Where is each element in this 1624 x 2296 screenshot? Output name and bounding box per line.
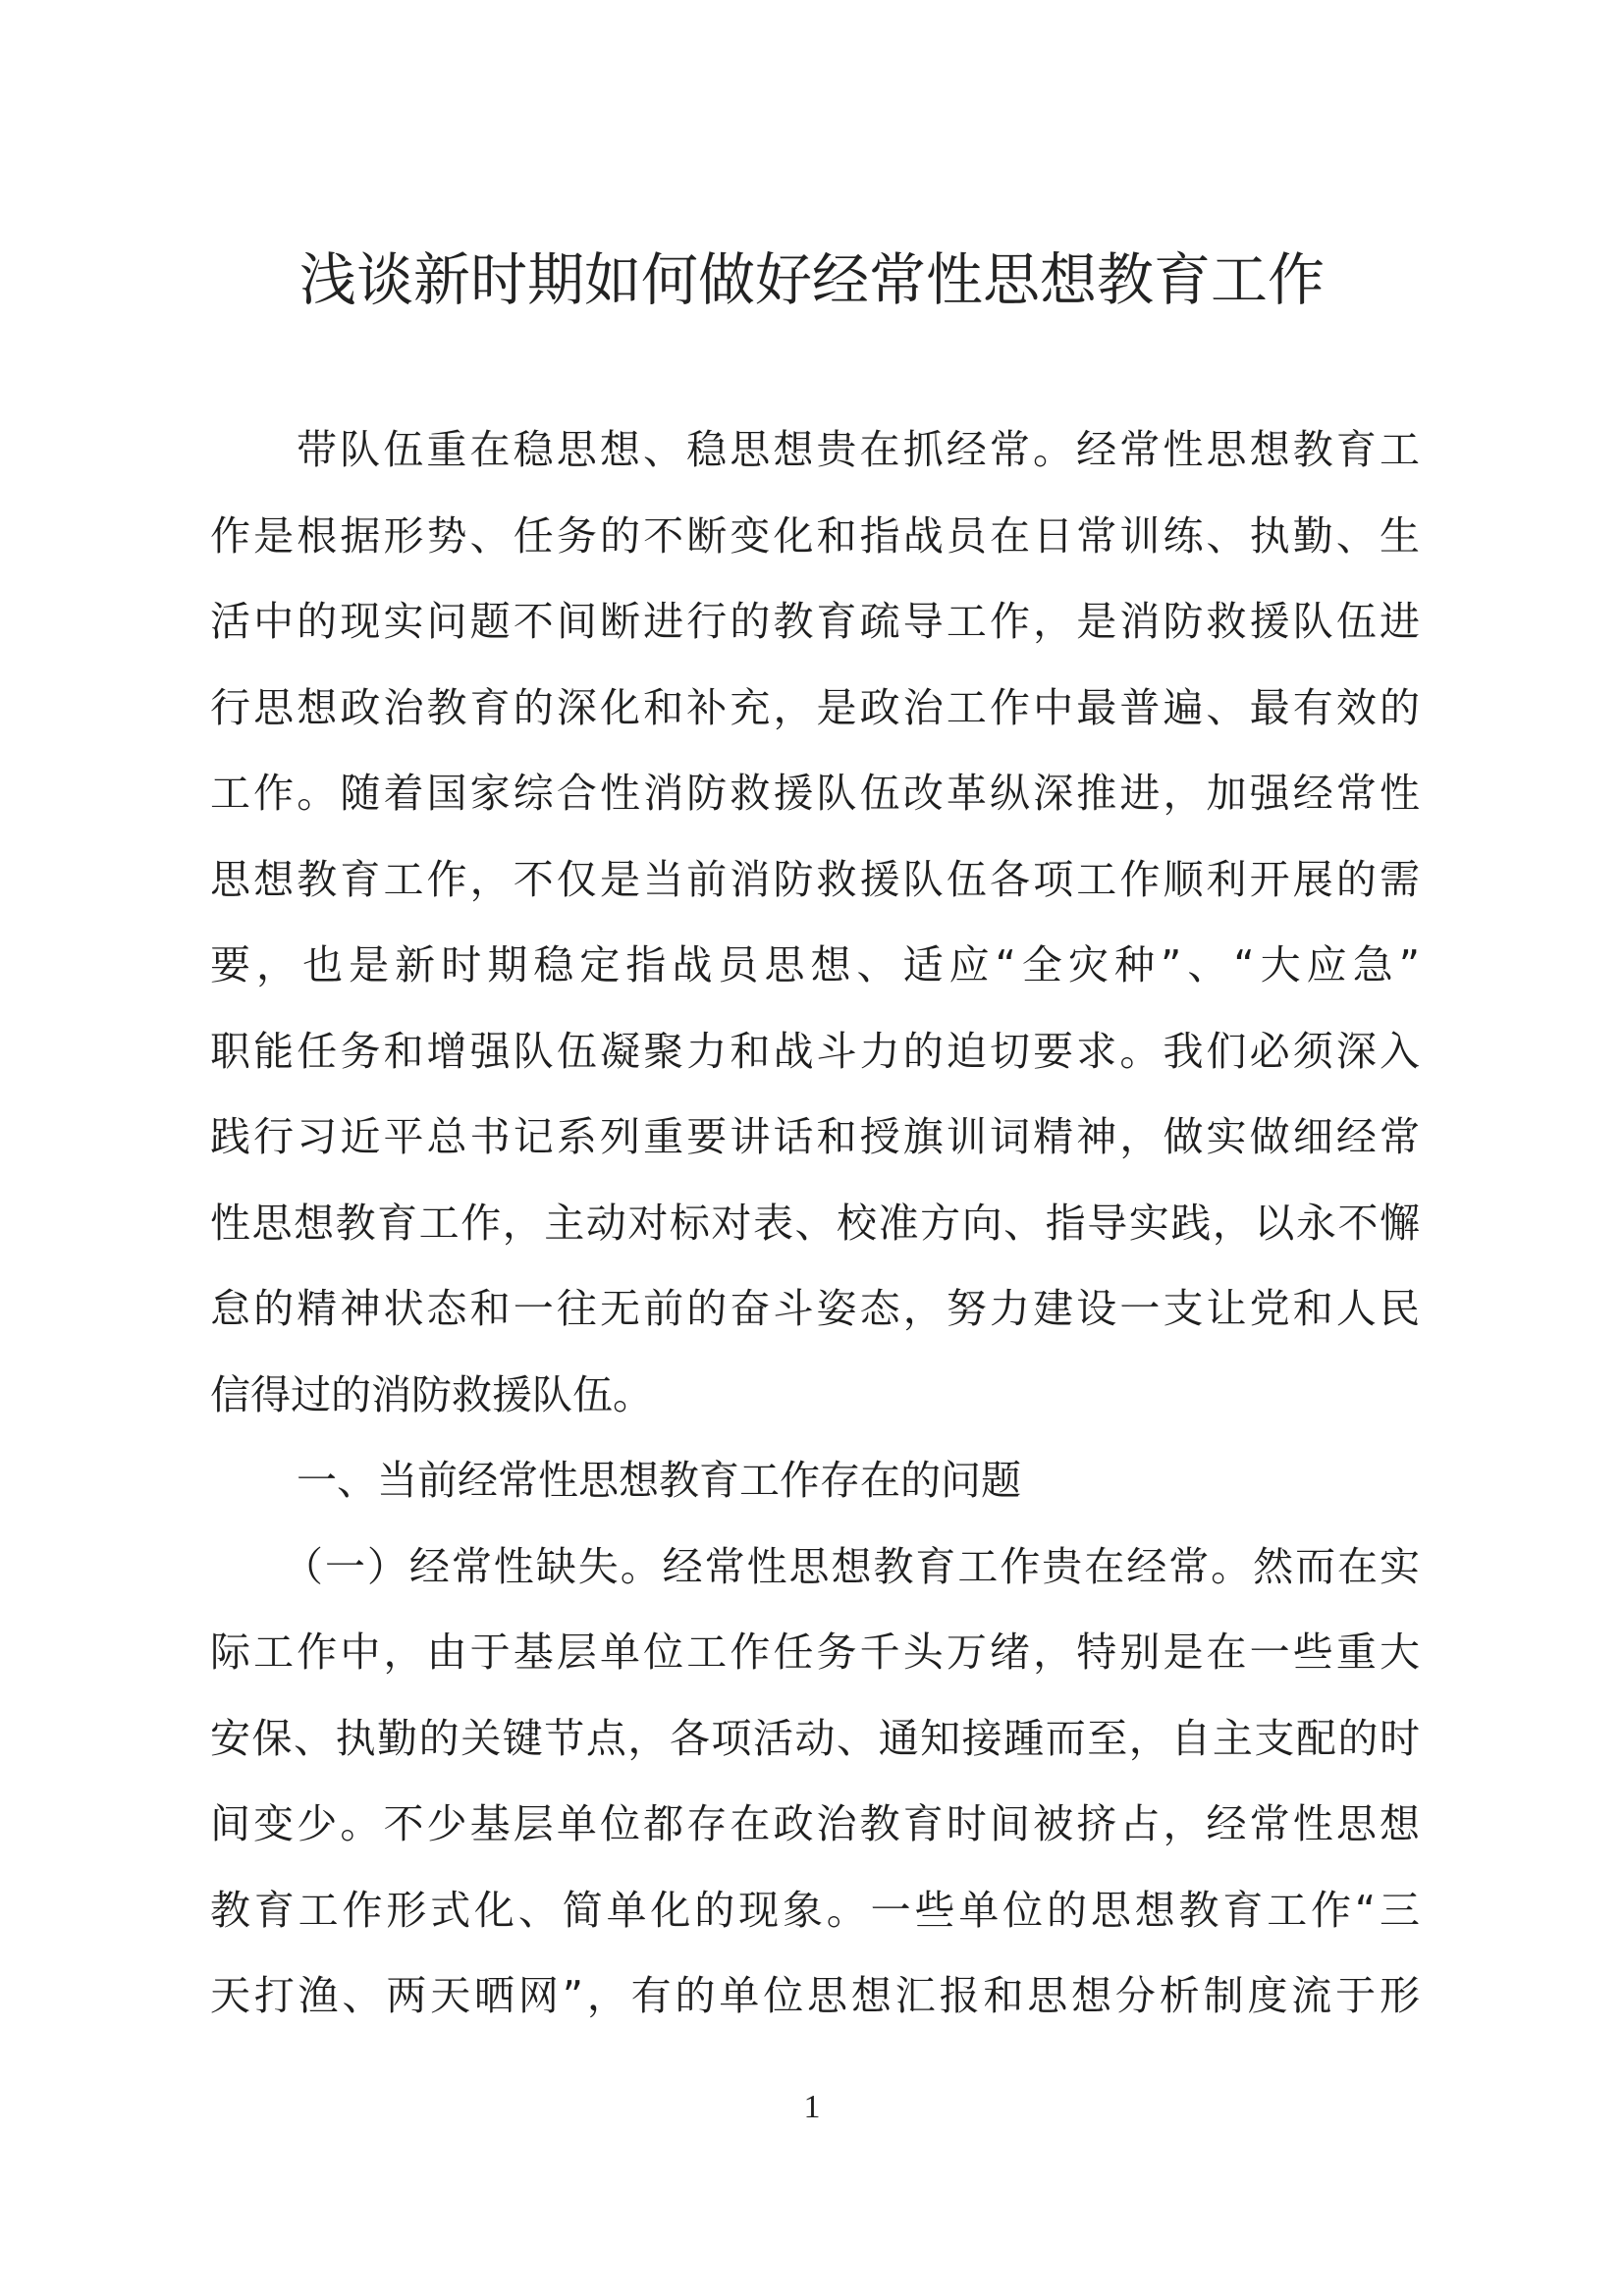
- paragraph-line: 带队伍重在稳思想、稳思想贵在抓经常。经常性思想教育工: [297, 426, 1420, 473]
- paragraph-line: 安保、执勤的关键节点，各项活动、通知接踵而至，自主支配的时: [210, 1714, 1420, 1762]
- paragraph-line: 信得过的消防救援队伍。: [210, 1370, 653, 1418]
- paragraph-line: 活中的现实问题不间断进行的教育疏导工作，是消防救援队伍进: [210, 598, 1420, 645]
- paragraph-line: 工作。随着国家综合性消防救援队伍改革纵深推进，加强经常性: [210, 770, 1420, 817]
- document-body: [210, 422, 1420, 2055]
- paragraph-line: 职能任务和增强队伍凝聚力和战斗力的迫切要求。我们必须深入: [210, 1027, 1420, 1075]
- paragraph-line: 作是根据形势、任务的不断变化和指战员在日常训练、执勤、生: [210, 511, 1420, 560]
- paragraph-line: 间变少。不少基层单位都存在政治教育时间被挤占，经常性思想: [210, 1800, 1420, 1847]
- paragraph-line: 性思想教育工作，主动对标对表、校准方向、指导实践，以永不懈: [210, 1199, 1420, 1247]
- paragraph-line: 怠的精神状态和一往无前的奋斗姿态，努力建设一支让党和人民: [210, 1285, 1420, 1332]
- page-number: 1: [803, 2089, 821, 2125]
- section-heading: 一、当前经常性思想教育工作存在的问题: [297, 1457, 1021, 1504]
- document-title: 浅谈新时期如何做好经常性思想教育工作: [298, 246, 1325, 313]
- paragraph-line: （一）经常性缺失。经常性思想教育工作贵在经常。然而在实: [283, 1542, 1420, 1590]
- paragraph-line: 思想教育工作，不仅是当前消防救援队伍各项工作顺利开展的需: [210, 855, 1420, 903]
- paragraph-line: 际工作中，由于基层单位工作任务千头万绪，特别是在一些重大: [210, 1629, 1420, 1676]
- paragraph-line: 教育工作形式化、简单化的现象。一些单位的思想教育工作“三: [210, 1886, 1420, 1934]
- paragraph-line: 行思想政治教育的深化和补充，是政治工作中最普遍、最有效的: [210, 683, 1420, 731]
- paragraph-line: 天打渔、两天晒网”，有的单位思想汇报和思想分析制度流于形: [210, 1972, 1420, 2019]
- paragraph-line: 要，也是新时期稳定指战员思想、适应“全灾种”、“大应急”: [210, 941, 1420, 988]
- paragraph-line: 践行习近平总书记系列重要讲话和授旗训词精神，做实做细经常: [210, 1113, 1420, 1160]
